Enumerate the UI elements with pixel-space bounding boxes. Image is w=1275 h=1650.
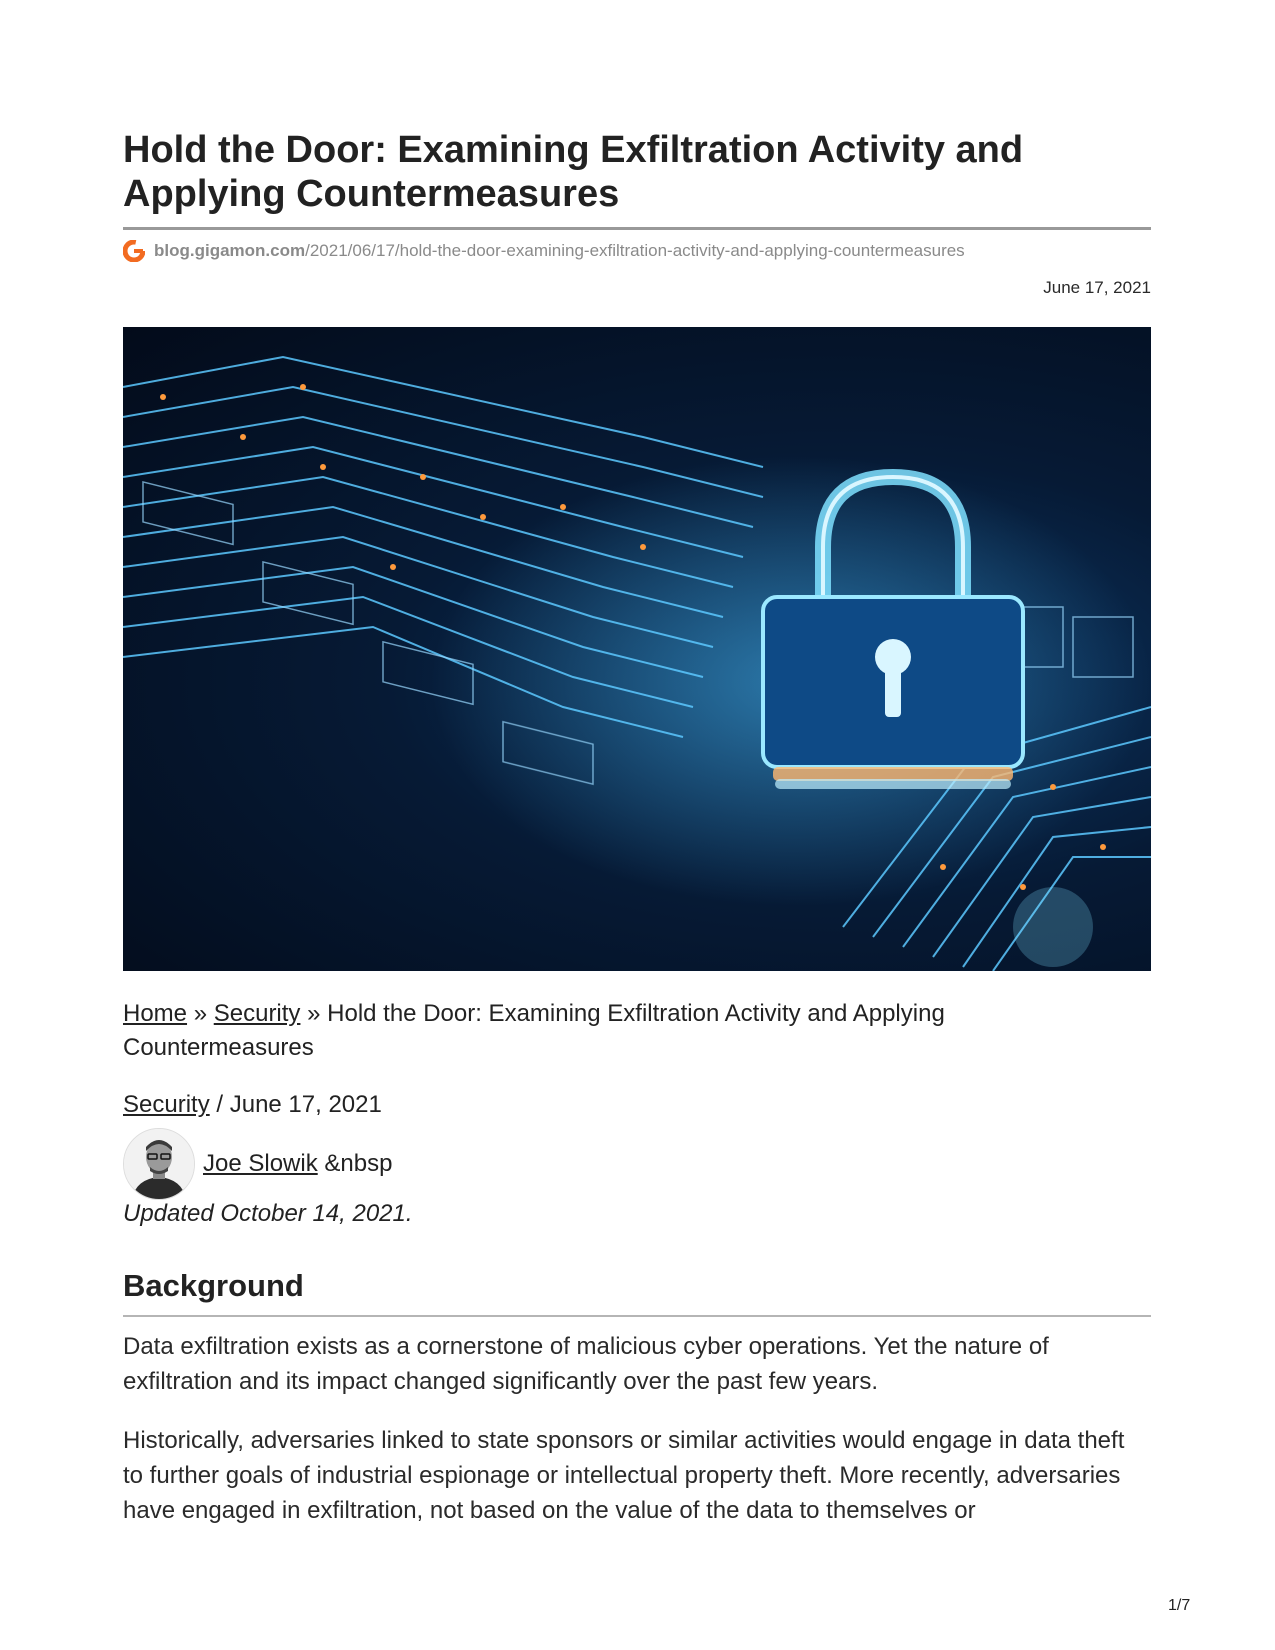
- hero-image: [123, 327, 1151, 971]
- meta-date: June 17, 2021: [229, 1091, 382, 1118]
- breadcrumb-current: Hold the Door: Examining Exfiltration Activity and Applying Countermeasures: [123, 1000, 945, 1061]
- article-title: Hold the Door: Examining Exfiltration Activity and Applying Countermeasures: [123, 129, 1024, 215]
- breadcrumb: [123, 997, 1123, 1065]
- post-meta: [123, 1091, 382, 1119]
- body-paragraph: Historically, adversaries linked to state sponsors or similar activities would engage in data theft to further goals of industrial espionage or intellectual property theft. More recently, adversaries have engaged in exfiltration, not based on the value of the data to themselves or: [123, 1427, 1125, 1524]
- gigamon-logo-icon: [123, 240, 145, 262]
- body-paragraph: Data exfiltration exists as a cornerstone of malicious cyber operations. Yet the nature of exfiltration and its impact changed significantly over the past few years.: [123, 1333, 1049, 1395]
- author-trailing: &nbsp: [324, 1150, 393, 1177]
- page-number: 1/7: [1168, 1597, 1191, 1614]
- meta-separator: /: [216, 1091, 224, 1118]
- breadcrumb-separator: »: [307, 1000, 321, 1027]
- padlock-circuit-image-icon: [123, 327, 1151, 971]
- title-divider: [123, 227, 1151, 230]
- author-row: [123, 1128, 392, 1200]
- source-path: /2021/06/17/hold-the-door-examining-exfiltration-activity-and-applying-countermeasures: [305, 241, 965, 260]
- breadcrumb-separator: »: [193, 1000, 208, 1027]
- source-url[interactable]: [123, 240, 965, 262]
- source-domain: blog.gigamon.com: [154, 241, 306, 260]
- breadcrumb-security-link[interactable]: Security: [213, 1000, 301, 1027]
- section-heading: Background: [123, 1268, 304, 1303]
- publish-date: June 17, 2021: [1043, 278, 1151, 297]
- author-avatar-icon: [123, 1128, 195, 1200]
- section-divider: [123, 1315, 1151, 1317]
- category-link[interactable]: Security: [123, 1091, 210, 1118]
- author-link[interactable]: Joe Slowik: [203, 1150, 318, 1177]
- updated-note: Updated October 14, 2021.: [123, 1200, 413, 1227]
- breadcrumb-home-link[interactable]: Home: [123, 1000, 188, 1027]
